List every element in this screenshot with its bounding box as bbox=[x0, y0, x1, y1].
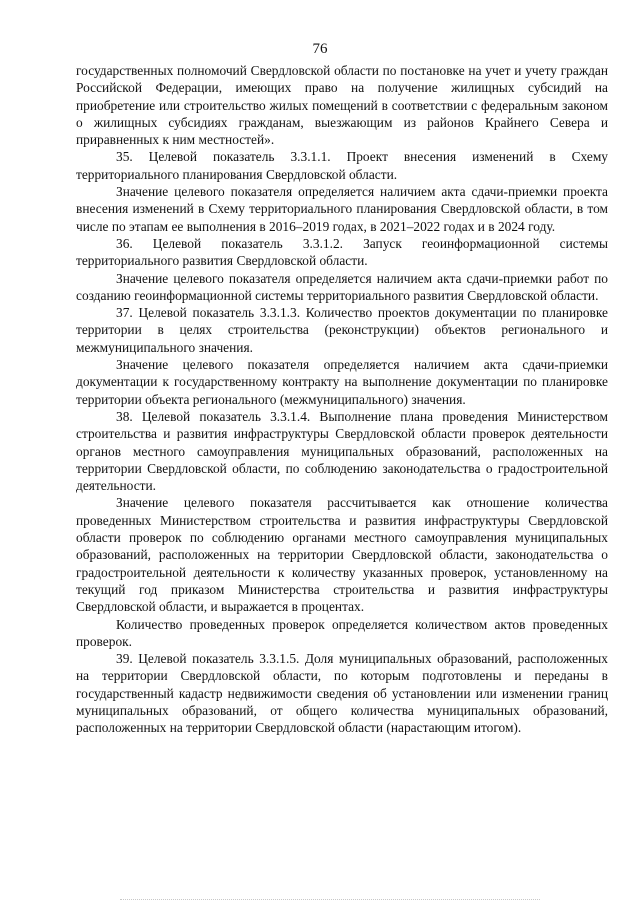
paragraph-indicator-36-value: Значение целевого показателя определяется наличием акта сдачи-приемки работ по созданию геоинформационной системы территориального развития Свердловской области. bbox=[76, 270, 608, 303]
paragraph-indicator-37: 37. Целевой показатель 3.3.1.3. Количество проектов документации по планировке территории в целях строительства (реконструкции) объектов регионального и межмуниципального значения. bbox=[76, 305, 608, 355]
paragraph-indicator-35-value: Значение целевого показателя определяется наличием акта сдачи-приемки проекта внесения изменений в Схему территориального планирования Свердловской области, в том числе по этапам ее выполнения в 2016–2019 годах, в 2021–2022 годах и в 2024 году. bbox=[76, 184, 608, 234]
paragraph-indicator-38-count: Количество проведенных проверок определяется количеством актов проведенных проверок. bbox=[76, 616, 608, 649]
paragraph-indicator-38: 38. Целевой показатель 3.3.1.4. Выполнение плана проведения Министерством строительства и развития инфраструктуры Свердловской области проверок деятельности органов местного самоуправления муниципальных образований, расположенных на территории Свердловской области, по соблюдению законодательства о градостроительной деятельности. bbox=[76, 408, 608, 494]
paragraph-indicator-37-value: Значение целевого показателя определяется наличием акта сдачи-приемки документации к государственному контракту на выполнение документации по планировке территории объекта регионального (межмуниципального) значения. bbox=[76, 357, 608, 407]
paragraph-continued: государственных полномочий Свердловской области по постановке на учет и учету граждан Российской Федерации, имеющих право на получение жилищных субсидий на приобретение или строительство жилых помещений в соответствии с федеральным законом о жилищных субсидиях гражданам, выезжающим из районов Крайнего Севера и приравненных к ним местностей». bbox=[76, 63, 608, 148]
paragraph-indicator-36: 36. Целевой показатель 3.3.1.2. Запуск геоинформационной системы территориального развития Свердловской области. bbox=[76, 235, 608, 269]
paragraph-indicator-35: 35. Целевой показатель 3.3.1.1. Проект внесения изменений в Схему территориального планирования Свердловской области. bbox=[76, 149, 608, 182]
document-body bbox=[76, 62, 608, 737]
page-number: 76 bbox=[312, 41, 328, 57]
paragraph-indicator-39: 39. Целевой показатель 3.3.1.5. Доля муниципальных образований, расположенных на территории Свердловской области, по которым подготовлены и переданы в государственный кадастр недвижимости сведения об установлении или изменении границ муниципальных образований, от общего количества муниципальных образований, расположенных на территории Свердловской области (нарастающим итогом). bbox=[76, 651, 608, 736]
scan-edge-mark bbox=[120, 899, 540, 901]
paragraph-indicator-38-value: Значение целевого показателя рассчитывается как отношение количества проведенных Министерством строительства и развития инфраструктуры Свердловской области проверок по соблюдению органами местного самоуправления муниципальных образований, расположенных на территории Свердловской области, законодательства о градостроительной деятельности к количеству указанных проверок, установленному на текущий год приказом Министерства строительства и развития инфраструктуры Свердловской области, и выражается в процентах. bbox=[76, 495, 608, 615]
